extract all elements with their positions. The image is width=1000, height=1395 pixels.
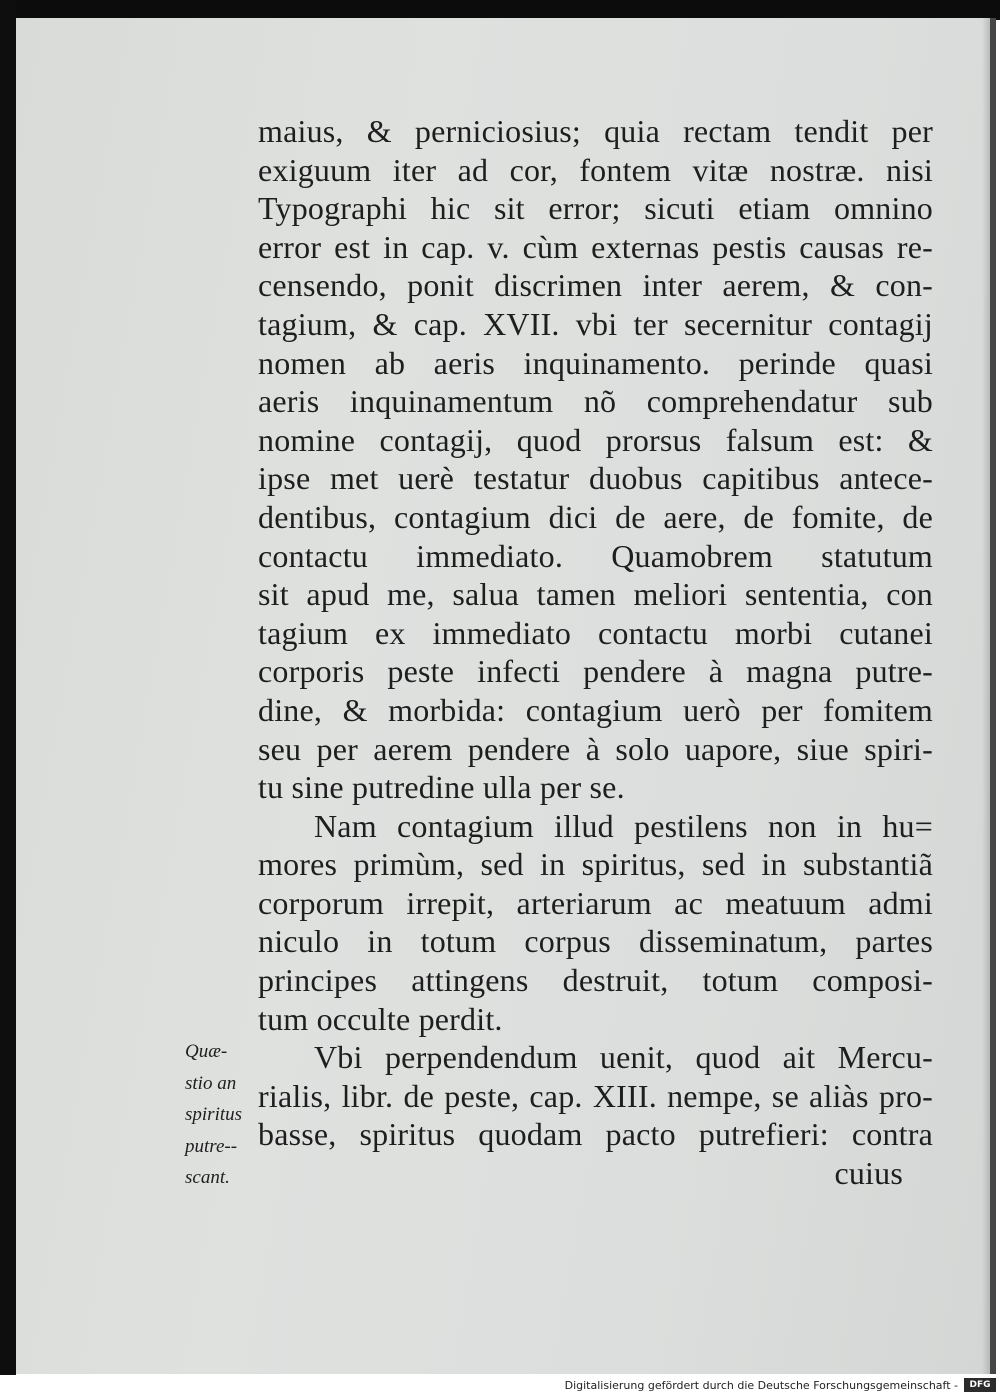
text-line: contactu immediato. Quamobrem statutum: [258, 537, 933, 574]
text-line: sit apud me, salua tamen meliori sententia, con: [258, 576, 933, 613]
text-line: corporum irrepit, arteriarum ac meatuum admi: [258, 884, 933, 921]
text-line: tum occulte perdit.: [258, 1000, 503, 1037]
text-line: principes attingens destruit, totum composi-: [258, 962, 933, 999]
footer-bar: [0, 1375, 1000, 1395]
text-line-indented: Nam contagium illud pestilens non in hu=: [314, 807, 933, 844]
dfg-logo: DFG: [964, 1378, 996, 1392]
body-text: [258, 112, 933, 1193]
text-line: tu sine putredine ulla per se.: [258, 769, 625, 806]
text-line: dentibus, contagium dici de aere, de fomite, de: [258, 498, 933, 535]
text-line: aeris inquinamentum nõ comprehendatur sub: [258, 383, 933, 420]
page-edge-shadow: [990, 18, 996, 1374]
scan-top-border: [0, 0, 1000, 20]
text-line: ipse met uerè testatur duobus capitibus antece-: [258, 460, 933, 497]
scan-left-border: [0, 0, 16, 1375]
text-line: rialis, libr. de peste, cap. XIII. nempe, se aliàs pro-: [258, 1077, 933, 1114]
text-line: nomen ab aeris inquinamento. perinde quasi: [258, 344, 933, 381]
marginal-note-line: scant.: [185, 1167, 230, 1188]
marginal-note-line: Quæ-: [185, 1041, 228, 1062]
text-line: niculo in totum corpus disseminatum, partes: [258, 923, 933, 960]
text-line: exiguum iter ad cor, fontem vitæ nostræ. nisi: [258, 151, 933, 188]
marginal-note-line: spiritus: [185, 1104, 243, 1125]
catchword: cuius: [834, 1155, 903, 1192]
text-line-indented: Vbi perpendendum uenit, quod ait Mercu-: [314, 1039, 933, 1076]
marginal-note-line: putre--: [185, 1135, 238, 1157]
text-line: maius, & perniciosius; quia rectam tendit per: [258, 113, 933, 149]
text-line: dine, & morbida: contagium uerò per fomitem: [258, 691, 933, 728]
funding-credit: Digitalisierung gefördert durch die Deutsche Forschungsgemeinschaft -: [564, 1379, 958, 1392]
text-line: mores primùm, sed in spiritus, sed in substantiã: [258, 846, 933, 883]
text-line: nomine contagij, quod prorsus falsum est: &: [258, 421, 933, 458]
text-line: Typographi hic sit error; sicuti etiam omnino: [258, 190, 933, 227]
text-line: error est in cap. v. cùm externas pestis causas re-: [258, 228, 933, 265]
text-line: seu per aerem pendere à solo uapore, siue spiri-: [258, 730, 933, 767]
text-line: censendo, ponit discrimen inter aerem, & con-: [258, 267, 933, 304]
text-line: tagium ex immediato contactu morbi cutanei: [258, 614, 933, 651]
text-line: corporis peste infecti pendere à magna putre-: [258, 653, 933, 690]
text-line: basse, spiritus quodam pacto putrefieri: contra: [258, 1116, 933, 1153]
marginal-note: [185, 1036, 265, 1194]
marginal-note-line: stio an: [185, 1072, 237, 1094]
text-line: tagium, & cap. XVII. vbi ter secernitur contagij: [258, 305, 933, 342]
